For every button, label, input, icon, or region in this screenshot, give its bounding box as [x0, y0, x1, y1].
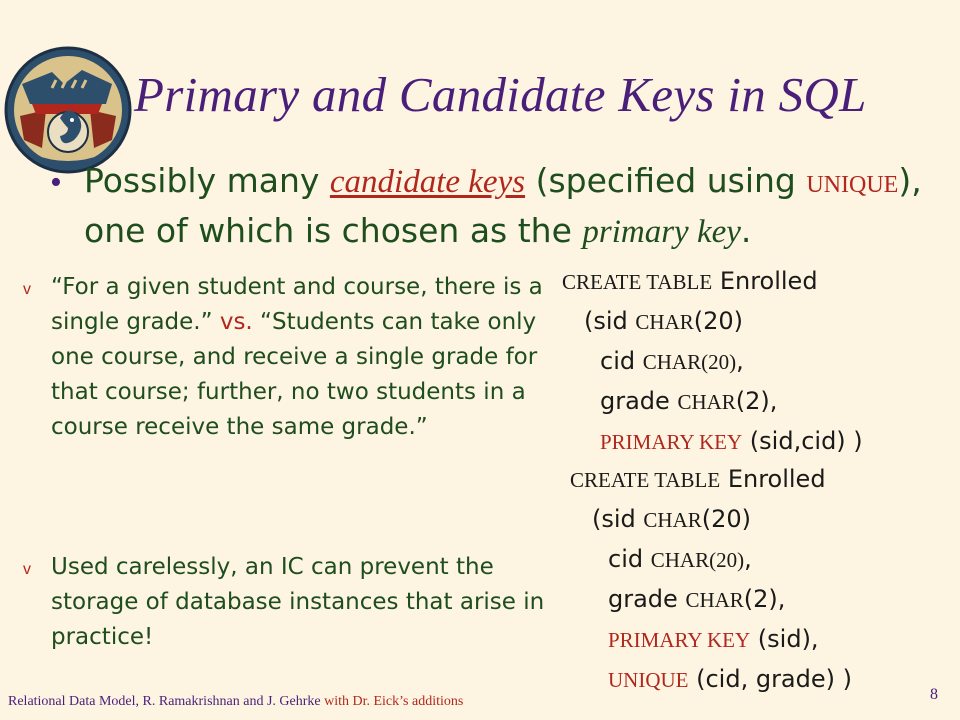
- unique-keyword: UNIQUE: [806, 172, 899, 198]
- main-bullet: [50, 158, 950, 255]
- sql-keyword-primary-key: PRIMARY KEY: [600, 430, 743, 454]
- vs-label: vs.: [212, 309, 253, 335]
- sql-keyword: CHAR(20): [642, 350, 737, 374]
- code-text: (20): [701, 505, 752, 533]
- code-line: [608, 580, 864, 620]
- quote-two: “Students can take only one course, and receive a single grade for that course; further, no two students in a course receive the same grade.”: [51, 309, 538, 440]
- sub-bullet-marker-icon: v: [23, 281, 31, 298]
- code-text: (cid, grade) ): [688, 665, 852, 693]
- sub-bullet-marker-icon: v: [23, 561, 31, 578]
- code-line: [592, 500, 848, 540]
- sql-code-block-2: [570, 460, 852, 700]
- table-name: Enrolled: [720, 465, 826, 493]
- code-line: [600, 422, 863, 462]
- code-line: [562, 262, 825, 302]
- primary-key-term: primary key: [582, 214, 741, 250]
- code-text: (sid),: [750, 625, 819, 653]
- main-bullet-text: [84, 158, 950, 255]
- code-line: [584, 302, 847, 342]
- sub-bullet-warning: [23, 550, 551, 655]
- code-text: ,: [736, 347, 744, 375]
- footer-credit: Relational Data Model, R. Ramakrishnan and J. Gehrke: [8, 694, 321, 709]
- sql-keyword: CHAR: [677, 390, 736, 414]
- code-text: (2),: [735, 387, 778, 415]
- warning-text: Used carelessly, an IC can prevent the storage of database instances that arise in practice!: [51, 554, 545, 650]
- sql-keyword: CREATE TABLE: [562, 270, 713, 294]
- code-line: [570, 460, 826, 500]
- code-text: cid: [608, 545, 651, 573]
- slide-footer: [8, 694, 463, 710]
- page-number: 8: [930, 686, 938, 703]
- code-line: [608, 620, 864, 660]
- quote-one: “For a given student and course, there is a single grade.”: [51, 274, 543, 335]
- decorative-bird-logo-icon: [2, 44, 134, 176]
- sql-keyword: CHAR(20): [650, 548, 745, 572]
- code-line: [600, 382, 863, 422]
- candidate-keys-term: candidate keys: [329, 164, 526, 200]
- code-text: (2),: [743, 585, 786, 613]
- code-text: (sid,cid) ): [742, 427, 863, 455]
- sub-bullet-example: [23, 270, 551, 445]
- code-text: (sid: [592, 505, 644, 533]
- code-line: [600, 342, 863, 382]
- slide-title: Primary and Candidate Keys in SQL: [134, 67, 867, 122]
- bullet-text-part: (specified using: [525, 161, 807, 200]
- code-line: [608, 660, 864, 700]
- sql-keyword: CHAR: [643, 508, 702, 532]
- sql-keyword: CHAR: [685, 588, 744, 612]
- code-text: grade: [608, 585, 686, 613]
- sql-keyword-primary-key: PRIMARY KEY: [608, 628, 751, 652]
- bullet-text-part: .: [740, 211, 752, 250]
- sql-keyword-unique: UNIQUE: [608, 668, 689, 692]
- sql-code-block-1: [562, 262, 863, 462]
- code-text: ,: [744, 545, 752, 573]
- bullet-text-part: Possibly many: [84, 161, 330, 200]
- code-text: grade: [600, 387, 678, 415]
- code-line: [608, 540, 864, 580]
- table-name: Enrolled: [712, 267, 818, 295]
- code-text: (sid: [584, 307, 636, 335]
- sql-keyword: CHAR: [635, 310, 694, 334]
- bullet-dot-icon: •: [50, 164, 62, 201]
- code-text: cid: [600, 347, 643, 375]
- sql-keyword: CREATE TABLE: [570, 468, 721, 492]
- code-text: (20): [693, 307, 744, 335]
- footer-additions: with Dr. Eick’s additions: [320, 694, 464, 709]
- bullet-text-part: ), one of which is chosen as the: [84, 161, 922, 250]
